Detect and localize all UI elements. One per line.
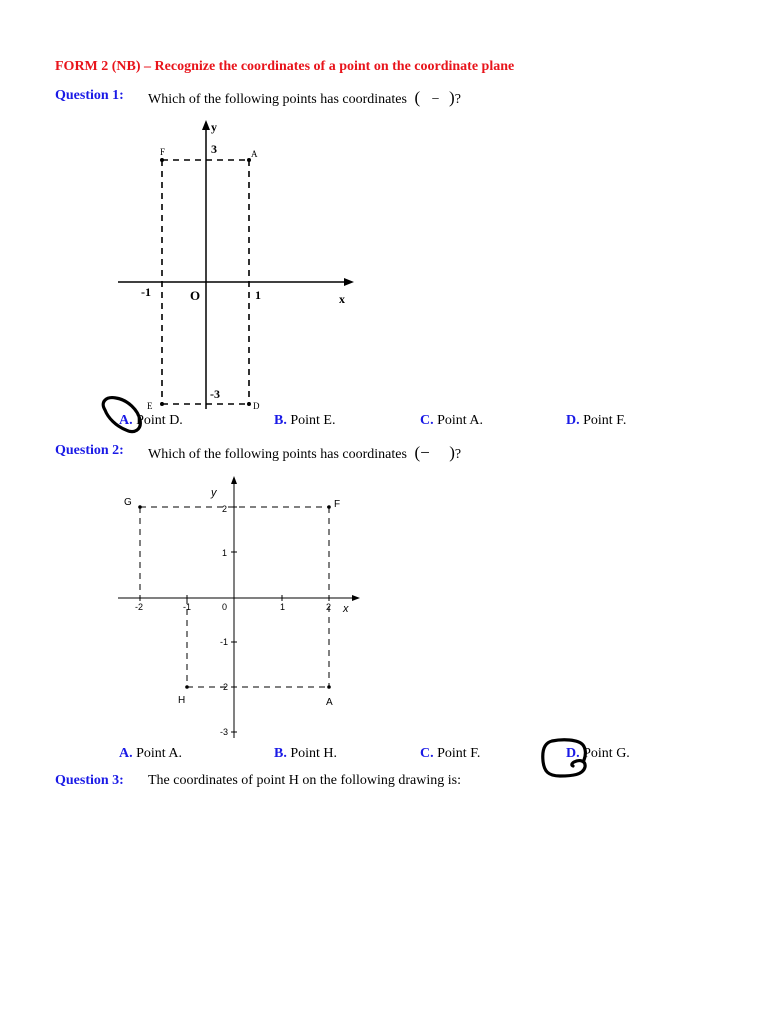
q1-option-b-letter: B. <box>274 413 287 428</box>
q2-point-f <box>327 505 331 509</box>
q2-point-g <box>138 505 142 509</box>
q1-y-tick-3: 3 <box>211 142 217 156</box>
q1-option-c-text: Point A. <box>437 413 484 428</box>
q2-label-a: A <box>326 697 333 708</box>
q1-label-f: F <box>160 147 166 157</box>
q2-point-a <box>327 685 331 689</box>
q1-option-d[interactable] <box>566 413 626 429</box>
q1-x-label: x <box>339 292 345 306</box>
q1-option-c[interactable] <box>420 413 483 429</box>
q1-y-tick-neg3: -3 <box>210 387 220 401</box>
q1-label-a: A <box>251 149 258 159</box>
q1-point-f <box>160 158 164 162</box>
q1-label-d: D <box>253 401 260 411</box>
q1-question-mark: ? <box>454 92 461 107</box>
question-2-prompt: Which of the following points has coordinates <box>148 447 407 462</box>
q2-x-tick-1: 1 <box>280 602 286 612</box>
question-2-text <box>148 443 461 463</box>
question-3-label: Question 3: <box>55 773 124 788</box>
q2-coords-close: ) <box>449 443 455 462</box>
q1-origin-label: O <box>190 288 201 303</box>
q2-x-arrow <box>352 595 360 601</box>
q2-label-f: F <box>334 499 341 510</box>
question-1-prompt: Which of the following points has coordinates <box>148 92 407 107</box>
q2-option-a-letter: A. <box>119 746 133 761</box>
q1-x-tick-neg1: -1 <box>141 285 151 299</box>
q1-option-d-text: Point F. <box>583 413 627 428</box>
q2-option-b-text: Point H. <box>290 746 338 761</box>
q2-y-tick-1: 1 <box>222 548 228 558</box>
q2-label-g: G <box>124 497 132 508</box>
question-1-text <box>148 88 461 108</box>
q1-option-b-text: Point E. <box>290 413 336 428</box>
q1-label-e: E <box>147 401 153 411</box>
q2-option-a-text: Point A. <box>136 746 183 761</box>
q1-option-a-text: Point D. <box>136 413 183 428</box>
q2-option-a[interactable] <box>119 746 182 762</box>
q1-option-d-letter: D. <box>566 413 580 428</box>
question-1-label: Question 1: <box>55 88 124 103</box>
q1-coords-minus: − <box>431 92 440 107</box>
q2-y-label: y <box>211 487 217 499</box>
q1-point-d <box>247 402 251 406</box>
q1-option-a-letter: A. <box>119 413 133 428</box>
question-1-graph <box>110 115 360 415</box>
q2-x-tick-neg1: -1 <box>183 602 192 612</box>
q2-x-tick-0: 0 <box>222 602 228 612</box>
q1-option-c-letter: C. <box>420 413 434 428</box>
q2-option-b-letter: B. <box>274 746 287 761</box>
q1-answer-circle-mark <box>96 392 148 436</box>
q2-option-d-letter: D. <box>566 746 580 761</box>
q2-y-arrow <box>231 476 237 484</box>
q2-x-tick-2: 2 <box>326 602 332 612</box>
q1-x-tick-1: 1 <box>255 288 261 302</box>
q2-answer-circle-mark <box>538 735 592 781</box>
question-2-label: Question 2: <box>55 443 124 458</box>
q2-y-tick-neg1: -1 <box>220 637 229 647</box>
question-3-text: The coordinates of point H on the following drawing is: <box>148 773 461 788</box>
q2-y-tick-neg2: -2 <box>220 682 229 692</box>
q2-coords-open: (− <box>414 443 430 462</box>
q1-option-b[interactable] <box>274 413 335 429</box>
q1-y-label: y <box>211 120 217 134</box>
q1-point-e <box>160 402 164 406</box>
q2-option-c[interactable] <box>420 746 480 762</box>
q1-coords-close: ) <box>449 88 455 107</box>
q2-x-label: x <box>343 603 349 615</box>
q2-option-d-text: Point G. <box>583 746 630 761</box>
q2-x-tick-neg2: -2 <box>135 602 144 612</box>
q1-y-arrow <box>202 120 210 130</box>
page-heading: FORM 2 (NB) – Recognize the coordinates of a point on the coordinate plane <box>55 59 515 74</box>
question-2-graph <box>110 470 370 745</box>
q2-question-mark: ? <box>454 447 462 462</box>
q2-option-c-letter: C. <box>420 746 434 761</box>
q1-coords-open: ( <box>414 88 421 107</box>
q2-option-c-text: Point F. <box>437 746 481 761</box>
q2-point-h <box>185 685 189 689</box>
q1-x-arrow <box>344 278 354 286</box>
q2-y-tick-2: 2 <box>222 504 228 514</box>
q2-option-b[interactable] <box>274 746 337 762</box>
q2-y-tick-neg3: -3 <box>220 727 229 737</box>
q2-label-h: H <box>178 695 186 706</box>
